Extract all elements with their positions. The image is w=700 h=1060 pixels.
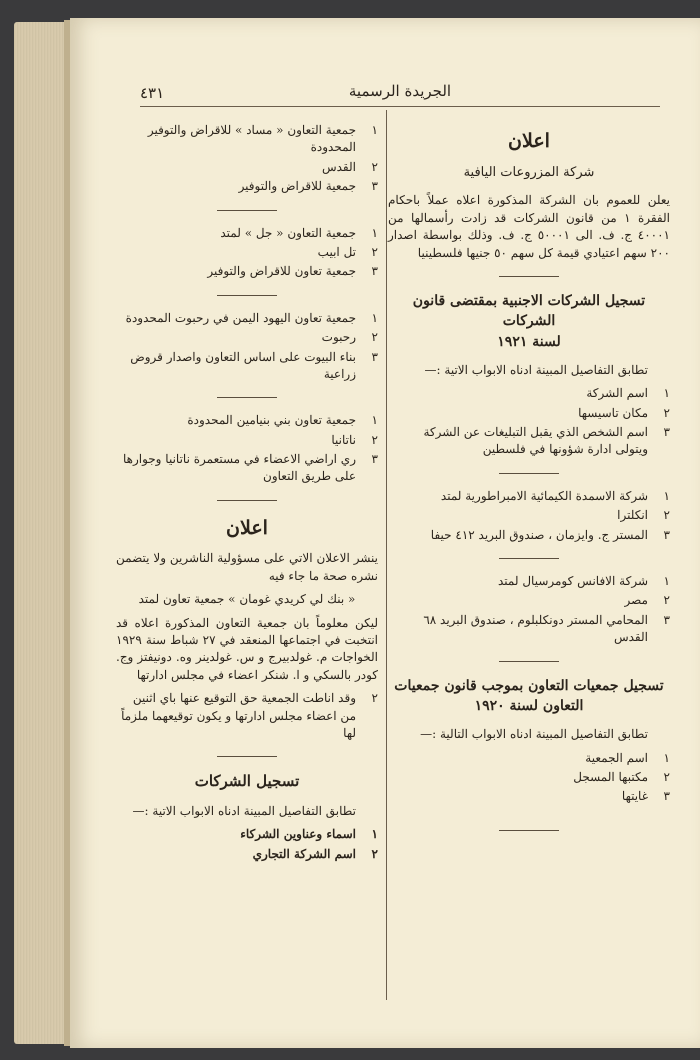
list-item xyxy=(388,612,670,647)
item-number: ١ xyxy=(371,225,378,240)
item-text: شركة الاسمدة الكيمائية الامبراطورية لمتد xyxy=(440,488,648,503)
page-header xyxy=(140,66,660,107)
item-text: جمعية تعاون اليهود اليمن في رحبوت المحدودة xyxy=(125,310,356,325)
item-number: ٣ xyxy=(663,425,670,440)
item-text: اسم الشخص الذي يقبل التبليغات عن الشركة ويتولى ادارة شؤونها في فلسطين xyxy=(423,425,648,457)
item-number: ٢ xyxy=(371,691,378,706)
item-number: ٢ xyxy=(371,330,378,345)
section-separator xyxy=(499,661,559,662)
section-year: لسنة ١٩٢١ xyxy=(497,333,561,350)
item-number: ١ xyxy=(663,386,670,401)
item-text: جمعية التعاون « مساد » للاقراض والتوفير المحدودة xyxy=(147,123,356,155)
list-item xyxy=(388,424,670,459)
field-list xyxy=(388,385,670,459)
section-heading: تسجيل الشركات xyxy=(194,772,300,791)
item-text: تل ابيب xyxy=(317,244,356,259)
coop-entry xyxy=(116,412,378,486)
gazette-page xyxy=(70,18,700,1048)
item-text: المحامي المستر دونكلبلوم ، صندوق البريد ٦٨ القدس xyxy=(423,612,648,645)
gazette-title: الجريدة الرسمية xyxy=(348,82,452,100)
item-text: مصر xyxy=(624,593,648,608)
item-text: وقد اناطت الجمعية حق التوقيع عنها باي اثنين من اعضاء مجلس ادارتها و يكون توقيعهما ملزماً لها xyxy=(121,691,356,740)
item-text: المستر ج. وايزمان ، صندوق البريد ٤١٢ حيفا xyxy=(430,527,648,542)
item-text: غايتها xyxy=(621,789,648,804)
notice-body: ليكن معلوماً بان جمعية التعاون المذكورة اعلاه قد انتخبت في اجتماعها المنعقد في ٢٧ شباط سنة ١٩٢٩ الخواجات م. غولدبيرج و س. غولدينر وه. دونيفتز وج. كودر بالسكي و ا. شنكر اعضاء في مجلس ادارتها xyxy=(116,615,379,682)
item-number: ١ xyxy=(371,123,378,137)
coop-entry xyxy=(116,225,378,281)
item-text: جمعية تعاون للاقراض والتوفير xyxy=(207,264,356,279)
company-name: شركة المزروعات اليافية xyxy=(463,164,595,180)
column-divider xyxy=(386,110,387,1000)
item-number: ٢ xyxy=(663,405,670,420)
list-item xyxy=(116,451,378,486)
section-heading: تسجيل الشركات الاجنبية بمقتضى قانون الشركات xyxy=(412,292,646,330)
book-page-edges xyxy=(14,22,64,1044)
item-text: ري اراضي الاعضاء في مستعمرة ناتانيا وجوارها على طريق التعاون xyxy=(122,452,356,484)
item-number: ١ xyxy=(663,488,670,503)
section-separator xyxy=(499,830,559,831)
list-item xyxy=(388,788,670,805)
list-item xyxy=(116,310,378,327)
item-number: ٣ xyxy=(663,789,670,804)
item-text: ناتانيا xyxy=(331,432,356,447)
item-number: ١ xyxy=(371,413,378,428)
left-column xyxy=(116,118,378,871)
coop-entry xyxy=(116,310,378,384)
item-text: اسم الشركة xyxy=(586,386,648,401)
list-item xyxy=(388,750,670,767)
section-separator xyxy=(217,210,277,211)
section-separator xyxy=(499,558,559,559)
list-item xyxy=(116,349,378,384)
section-year: التعاون لسنة ١٩٢٠ xyxy=(474,697,584,714)
foreign-companies-registration xyxy=(388,291,670,647)
item-number: ٣ xyxy=(371,264,378,279)
list-item xyxy=(116,244,378,261)
section-separator xyxy=(499,276,559,277)
companies-registration xyxy=(116,771,378,863)
item-number: ٢ xyxy=(371,159,378,174)
list-item xyxy=(116,826,378,843)
section-separator xyxy=(217,397,277,398)
section-separator xyxy=(217,756,277,757)
notice-intro: ينشر الاعلان الاتي على مسؤولية الناشرين ولا يتضمن نشره صحة ما جاء فيه xyxy=(116,551,378,583)
item-text: انكلترا xyxy=(617,508,648,523)
coop-registration xyxy=(388,676,670,806)
item-number: ٣ xyxy=(371,349,378,364)
list-item xyxy=(116,178,378,195)
item-text: بناء البيوت على اساس التعاون واصدار قروض زراعية xyxy=(130,349,356,381)
item-text: رحبوت xyxy=(321,330,356,345)
item-text: جمعية للاقراض والتوفير xyxy=(238,179,356,194)
society-name: « بنك لي كريدي غومان » جمعية تعاون لمتد xyxy=(138,592,356,607)
list-item xyxy=(116,846,378,863)
section-intro: تطابق التفاصيل المبينة ادناه الابواب التالية :— xyxy=(420,727,648,742)
page-number: ٤٣١ xyxy=(140,84,165,102)
notice-agricultural-company xyxy=(388,128,670,262)
list-item xyxy=(116,432,378,449)
notice-bank-cooperative xyxy=(116,515,378,742)
company-entry xyxy=(388,573,670,647)
item-text: جمعية تعاون بني بنيامين المحدودة xyxy=(187,413,356,428)
list-item xyxy=(388,507,670,524)
notice-body: يعلن للعموم بان الشركة المذكورة اعلاه عملاً باحكام الفقرة ١ من قانون الشركات قد زادت رأسمالها من ٤٠٠٠١ ج. ف. الى ٥٠٠٠١ ج. ف. وذلك بواسطة اصدار ٢٠٠ سهم اعتيادي قيمة كل سهم ٥٠ جنيها فلسطينيا xyxy=(388,193,670,260)
item-text: مكان تاسيسها xyxy=(578,405,648,420)
list-item xyxy=(116,690,378,742)
coop-entry xyxy=(116,122,378,196)
notice-heading: اعلان xyxy=(508,130,550,152)
list-item xyxy=(388,527,670,544)
section-heading: تسجيل جمعيات التعاون بموجب قانون جمعيات xyxy=(394,677,664,694)
item-number: ١ xyxy=(371,310,378,325)
section-separator xyxy=(217,500,277,501)
item-number: ٢ xyxy=(663,508,670,523)
list-item xyxy=(388,405,670,422)
item-text: جمعية التعاون « جل » لمتد xyxy=(220,225,356,240)
list-item xyxy=(388,573,670,590)
company-entry xyxy=(388,488,670,544)
right-column xyxy=(388,118,670,845)
item-number: ١ xyxy=(371,827,378,842)
list-item xyxy=(116,225,378,242)
item-text: اسم الجمعية xyxy=(585,750,648,765)
field-list xyxy=(388,750,670,806)
item-number: ١ xyxy=(663,750,670,765)
item-text: شركة الافانس كومرسيال لمتد xyxy=(498,573,648,588)
list-item xyxy=(388,385,670,402)
item-number: ٢ xyxy=(371,432,378,447)
item-number: ٣ xyxy=(371,179,378,194)
item-number: ١ xyxy=(663,573,670,588)
section-intro: تطابق التفاصيل المبينة ادناه الابواب الاتية :— xyxy=(424,362,648,377)
list-item xyxy=(388,592,670,609)
list-item xyxy=(116,263,378,280)
item-number: ٢ xyxy=(663,593,670,608)
list-item xyxy=(116,122,378,157)
item-number: ٢ xyxy=(663,769,670,784)
section-intro: تطابق التفاصيل المبينة ادناه الابواب الاتية :— xyxy=(132,804,356,819)
item-number: ٢ xyxy=(371,244,378,259)
list-item xyxy=(116,412,378,429)
item-number: ٢ xyxy=(371,846,378,861)
item-number: ٣ xyxy=(371,452,378,467)
list-item xyxy=(388,488,670,505)
item-text: مكتبها المسجل xyxy=(573,769,648,784)
item-text: اسماء وعناوين الشركاء xyxy=(240,827,356,842)
list-item xyxy=(116,329,378,346)
section-separator xyxy=(217,295,277,296)
list-item xyxy=(116,159,378,176)
item-number: ٣ xyxy=(663,612,670,627)
item-text: اسم الشركة التجاري xyxy=(252,846,356,861)
section-separator xyxy=(499,473,559,474)
notice-heading: اعلان xyxy=(226,516,268,539)
item-number: ٣ xyxy=(663,527,670,542)
item-text: القدس xyxy=(321,159,356,174)
list-item xyxy=(388,769,670,786)
field-list xyxy=(116,826,378,863)
